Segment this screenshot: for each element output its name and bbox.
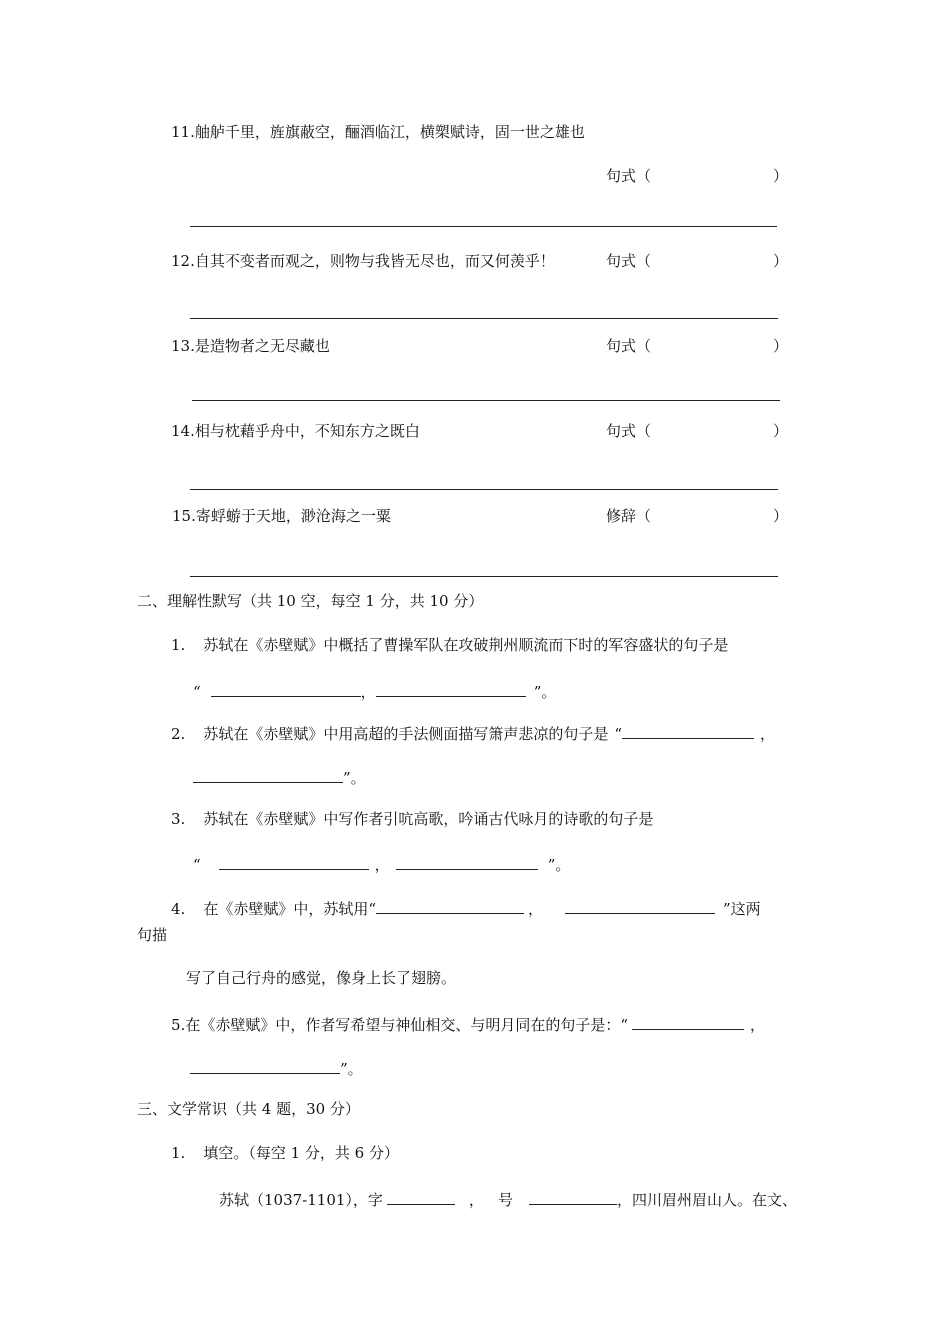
item-number: 15. [172, 507, 196, 525]
section-heading-3: 三、文学常识（共 4 题，30 分） [137, 1100, 360, 1118]
answer-blank[interactable] [376, 680, 526, 697]
item-15-close: ） [773, 507, 789, 525]
item-number: 14. [171, 422, 195, 440]
item-12-close: ） [773, 252, 789, 270]
question-number: 5. [171, 1016, 186, 1034]
question-2-4-line2: 写了自己行舟的感觉，像身上长了翅膀。 [186, 969, 457, 987]
item-sentence: 自其不变者而观之，则物与我皆无尽也，而又何羡乎！ [194, 252, 555, 270]
question-2-1-answer [193, 680, 556, 702]
answer-blank[interactable] [193, 766, 343, 783]
item-sentence: 寄蜉蝣于天地，渺沧海之一粟 [195, 507, 391, 525]
open-quote: “ [614, 725, 622, 743]
question-2-4 [171, 897, 761, 919]
fill-text: 号 [497, 1191, 513, 1209]
answer-blank[interactable] [190, 1057, 340, 1074]
answer-blank[interactable] [632, 1013, 744, 1030]
item-sentence: 相与枕藉乎舟中，不知东方之既白 [194, 422, 420, 440]
question-3-1-line [219, 1188, 797, 1210]
close-quote: ”。 [533, 683, 557, 701]
item-11 [171, 122, 585, 142]
question-text: 苏轼在《赤壁赋》中写作者引吭高歌，吟诵古代咏月的诗歌的句子是 [203, 810, 654, 828]
question-2-2 [171, 722, 775, 744]
answer-blank[interactable] [565, 897, 715, 914]
section-heading-2: 二、理解性默写（共 10 空，每空 1 分，共 10 分） [137, 592, 484, 610]
item-number: 11. [171, 123, 195, 141]
separator: ， [468, 1191, 484, 1209]
question-2-1 [171, 635, 728, 655]
question-text: 苏轼在《赤壁赋》中概括了曹操军队在攻破荆州顺流而下时的军容盛状的句子是 [203, 636, 729, 654]
separator: ， [374, 856, 390, 874]
item-15 [172, 506, 391, 526]
question-2-3 [171, 809, 653, 829]
answer-blank[interactable] [396, 853, 538, 870]
separator: ， [749, 1016, 765, 1034]
item-sentence: 舳舻千里，旌旗蔽空，酾酒临江，横槊赋诗，固一世之雄也 [194, 123, 585, 141]
item-11-close: ） [773, 167, 789, 185]
question-2-5-answer [190, 1057, 363, 1079]
question-number: 4. [171, 900, 186, 918]
answer-blank[interactable] [211, 680, 361, 697]
question-2-4-wrap: 句描 [137, 926, 168, 944]
item-14-close: ） [773, 422, 789, 440]
answer-blank[interactable] [529, 1188, 617, 1205]
item-11-label [606, 166, 651, 186]
item-15-label: 修辞（ [606, 507, 652, 525]
answer-line[interactable] [190, 489, 778, 490]
item-13 [171, 336, 330, 356]
question-3-1 [171, 1143, 399, 1163]
answer-line[interactable] [190, 576, 778, 577]
question-number: 1. [171, 636, 186, 654]
question-2-5 [171, 1013, 765, 1035]
question-text: 填空。（每空 1 分，共 6 分） [203, 1144, 399, 1162]
answer-line[interactable] [192, 400, 780, 401]
close-quote: ”。 [547, 856, 571, 874]
question-text: 在《赤壁赋》中，作者写希望与神仙相交、与明月同在的句子是：“ [185, 1016, 628, 1034]
category-label: 句式（ [606, 167, 652, 185]
separator: ， [360, 683, 376, 701]
item-13-close: ） [773, 337, 789, 355]
close-quote: ”。 [343, 769, 366, 787]
answer-line[interactable] [190, 226, 777, 227]
item-14 [171, 421, 420, 441]
question-text-tail: ”这两 [723, 900, 761, 918]
question-text: 在《赤壁赋》中，苏轼用“ [203, 900, 376, 918]
question-text: 苏轼在《赤壁赋》中用高超的手法侧面描写箫声悲凉的句子是 [203, 725, 609, 743]
answer-line[interactable] [190, 318, 778, 319]
separator: ， [527, 900, 543, 918]
item-12 [171, 251, 555, 271]
open-quote: “ [193, 683, 201, 701]
fill-text: ，四川眉州眉山人。在文、 [616, 1191, 797, 1209]
item-sentence: 是造物者之无尽藏也 [194, 337, 330, 355]
answer-blank[interactable] [622, 722, 754, 739]
question-number: 3. [171, 810, 186, 828]
answer-blank[interactable] [387, 1188, 455, 1205]
item-14-label: 句式（ [606, 422, 652, 440]
open-quote: “ [193, 856, 201, 874]
close-quote: ”。 [340, 1060, 363, 1078]
question-2-3-answer [193, 853, 570, 875]
separator: ， [760, 725, 776, 743]
question-number: 1. [171, 1144, 186, 1162]
fill-text: 苏轼（1037-1101），字 [219, 1191, 383, 1209]
question-number: 2. [171, 725, 186, 743]
item-number: 12. [171, 252, 195, 270]
answer-blank[interactable] [376, 897, 524, 914]
item-13-label: 句式（ [606, 337, 652, 355]
question-2-2-answer [193, 766, 366, 788]
item-12-label: 句式（ [606, 252, 652, 270]
answer-blank[interactable] [219, 853, 369, 870]
item-number: 13. [171, 337, 195, 355]
